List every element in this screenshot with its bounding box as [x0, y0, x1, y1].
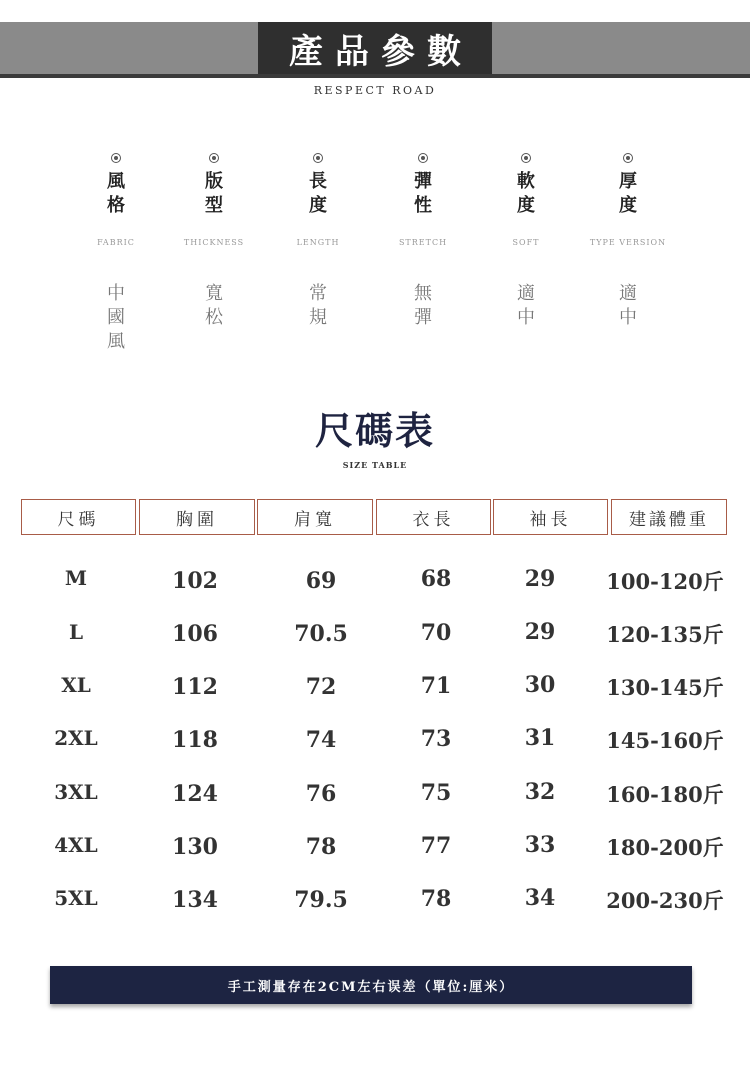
radio-dot-icon	[521, 153, 531, 163]
cell-weight: 145-160斤	[606, 728, 724, 753]
cell-chest: 118	[172, 727, 218, 753]
cell-shoulder: 72	[305, 674, 337, 700]
param-en: LENGTH	[296, 238, 340, 247]
cell-weight: 130-145斤	[606, 675, 724, 700]
cell-size: M	[64, 566, 88, 590]
param-name: 軟度	[517, 171, 535, 216]
header-cell-length: 衣長	[376, 499, 491, 535]
cell-sleeve: 29	[524, 619, 556, 645]
param-value: 適中	[517, 283, 535, 328]
page-title: 產品參數	[289, 31, 473, 72]
cell-chest: 102	[172, 568, 218, 594]
param-name: 彈性	[414, 171, 432, 216]
radio-dot-icon	[111, 153, 121, 163]
param-en: THICKNESS	[183, 238, 245, 247]
cell-shoulder: 79.5	[294, 887, 348, 913]
header-cell-sleeve: 袖長	[493, 499, 608, 535]
cell-sleeve: 30	[524, 672, 556, 698]
cell-chest: 130	[172, 834, 218, 860]
cell-weight: 100-120斤	[606, 569, 724, 594]
cell-size: 4XL	[54, 833, 98, 857]
cell-weight: 200-230斤	[606, 888, 724, 913]
header-cell-weight: 建議體重	[611, 499, 727, 535]
cell-length: 71	[420, 673, 452, 699]
cell-size: L	[68, 620, 84, 644]
param-name: 厚度	[619, 171, 637, 216]
param-thickness	[568, 153, 688, 218]
param-en: FABRIC	[97, 238, 135, 247]
cell-length: 78	[420, 886, 452, 912]
param-value: 中國風	[107, 283, 125, 352]
cell-size: 5XL	[54, 886, 98, 910]
param-value: 無彈	[414, 283, 432, 328]
param-name: 風格	[107, 171, 125, 216]
cell-chest: 112	[172, 674, 218, 700]
header-title-box	[258, 22, 492, 74]
footer-note-bar	[50, 966, 692, 1004]
cell-shoulder: 70.5	[294, 621, 348, 647]
cell-weight: 160-180斤	[606, 782, 724, 807]
cell-shoulder: 76	[305, 781, 337, 807]
header-underline	[0, 74, 750, 78]
footer-note: 手工測量存在2CM左右误差（單位:厘米）	[227, 979, 515, 995]
cell-weight: 120-135斤	[606, 622, 724, 647]
radio-dot-icon	[209, 153, 219, 163]
size-table-title: 尺碼表	[314, 408, 435, 453]
radio-dot-icon	[623, 153, 633, 163]
cell-size: 2XL	[54, 726, 98, 750]
cell-chest: 124	[172, 781, 218, 807]
header-cell-chest: 胸圍	[139, 499, 255, 535]
cell-size: XL	[61, 673, 91, 697]
param-en: TYPE VERSION	[589, 238, 667, 247]
page-subtitle: RESPECT ROAD	[313, 84, 437, 97]
cell-length: 70	[420, 620, 452, 646]
param-stretch	[363, 153, 483, 218]
cell-sleeve: 32	[524, 779, 556, 805]
param-value: 適中	[619, 283, 637, 328]
cell-weight: 180-200斤	[606, 835, 724, 860]
radio-dot-icon	[418, 153, 428, 163]
radio-dot-icon	[313, 153, 323, 163]
cell-length: 77	[420, 833, 452, 859]
size-table-subtitle: SIZE TABLE	[342, 460, 408, 470]
cell-chest: 106	[172, 621, 218, 647]
cell-shoulder: 74	[305, 727, 337, 753]
param-value: 常規	[309, 283, 327, 328]
param-name: 版型	[205, 171, 223, 216]
cell-length: 75	[420, 780, 452, 806]
cell-chest: 134	[172, 887, 218, 913]
cell-shoulder: 69	[305, 568, 337, 594]
header-cell-size: 尺碼	[21, 499, 136, 535]
param-value: 寬松	[205, 283, 223, 328]
param-en: SOFT	[512, 238, 540, 247]
cell-sleeve: 29	[524, 566, 556, 592]
cell-shoulder: 78	[305, 834, 337, 860]
cell-sleeve: 34	[524, 885, 556, 911]
param-length	[258, 153, 378, 218]
param-name: 長度	[309, 171, 327, 216]
cell-sleeve: 31	[524, 725, 556, 751]
cell-sleeve: 33	[524, 832, 556, 858]
cell-length: 73	[420, 726, 452, 752]
param-fit	[154, 153, 274, 218]
header-cell-shoulder: 肩寬	[257, 499, 373, 535]
cell-length: 68	[420, 566, 452, 592]
cell-size: 3XL	[54, 780, 98, 804]
param-en: STRETCH	[398, 238, 448, 247]
